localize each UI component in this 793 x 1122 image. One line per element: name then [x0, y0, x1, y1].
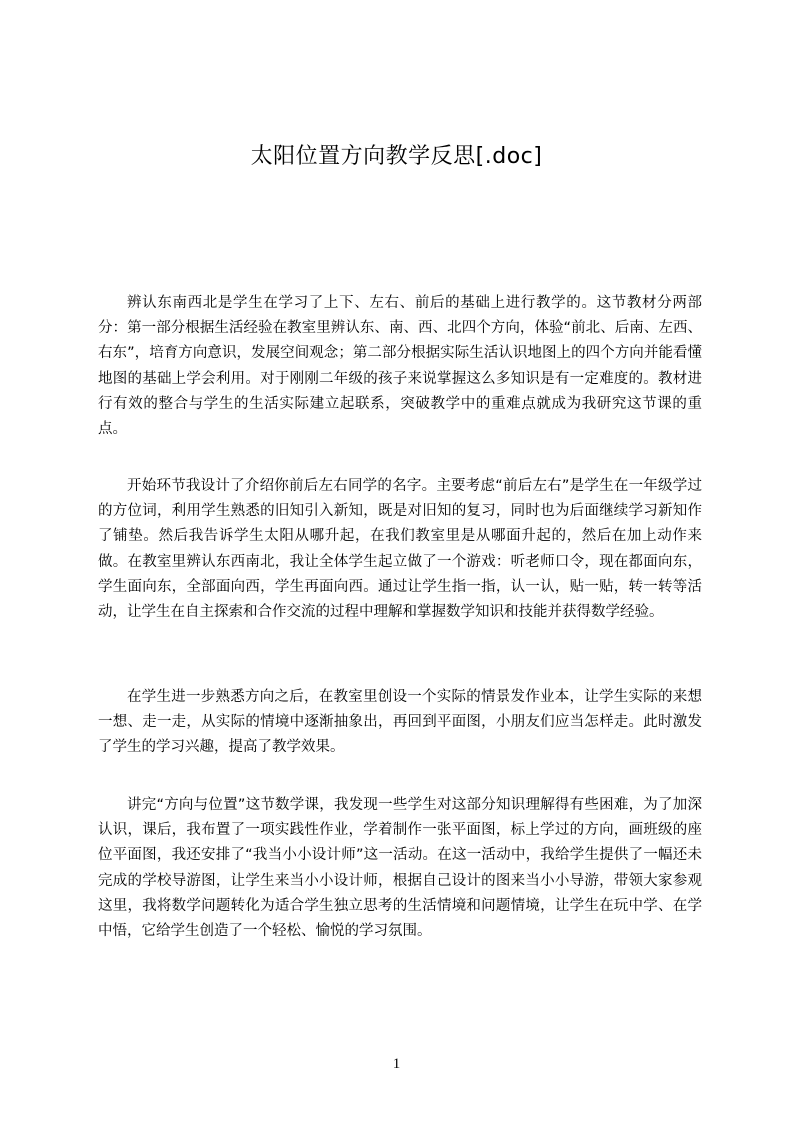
paragraph-opening-activity: 开始环节我设计了介绍你前后左右同学的名字。主要考虑“前后左右”是学生在一年级学过的方位词，利用学生熟悉的旧知引入新知，既是对旧知的复习，同时也为后面继续学习新知作了铺垫。然后我告诉学生太阳从哪升起，在我们教室里是从哪面升起的，然后在加上动作来做。在教室里辨认东西南北，我让全体学生起立做了一个游戏：听老师口令，现在都面向东，学生面向东，全部面向西，学生再面向西。通过让学生指一指，认一认，贴一贴，转一转等活动，让学生在自主探索和合作交流的过程中理解和掌握数学知识和技能并获得数学经验。 — [98, 478, 702, 621]
paragraph-intro: 辨认东南西北是学生在学习了上下、左右、前后的基础上进行教学的。这节教材分两部分：第一部分根据生活经验在教室里辨认东、南、西、北四个方向，体验“前北、后南、左西、右东”，培育方向意识，发展空间观念；第二部分根据实际生活认识地图上的四个方向并能看懂地图的基础上学会利用。对于刚刚二年级的孩子来说掌握这么多知识是有一定难度的。教材进行有效的整合与学生的生活实际建立起联系，突破教学中的重难点就成为我研究这节课的重点。 — [98, 295, 702, 438]
page-number: 1 — [392, 1056, 401, 1072]
paragraph-classroom-scenario: 在学生进一步熟悉方向之后，在教室里创设一个实际的情景发作业本，让学生实际的来想一想、走一走，从实际的情境中逐渐抽象出，再回到平面图，小朋友们应当怎样走。此时激发了学生的学习兴趣，提高了教学效果。 — [98, 689, 702, 756]
document-title: 太阳位置方向教学反思[.doc] — [250, 144, 543, 169]
paragraph-practice-homework: 讲完“方向与位置”这节数学课，我发现一些学生对这部分知识理解得有些困难，为了加深认识，课后，我布置了一项实践性作业，学着制作一张平面图，标上学过的方向，画班级的座位平面图，我还安排了“我当小小设计师”这一活动。在这一活动中，我给学生提供了一幅还未完成的学校导游图，让学生来当小小设计师，根据自己设计的图来当小小导游，带领大家参观这里，我将数学问题转化为适合学生独立思考的生活情境和问题情境，让学生在玩中学、在学中悟，它给学生创造了一个轻松、愉悦的学习氛围。 — [98, 797, 702, 940]
